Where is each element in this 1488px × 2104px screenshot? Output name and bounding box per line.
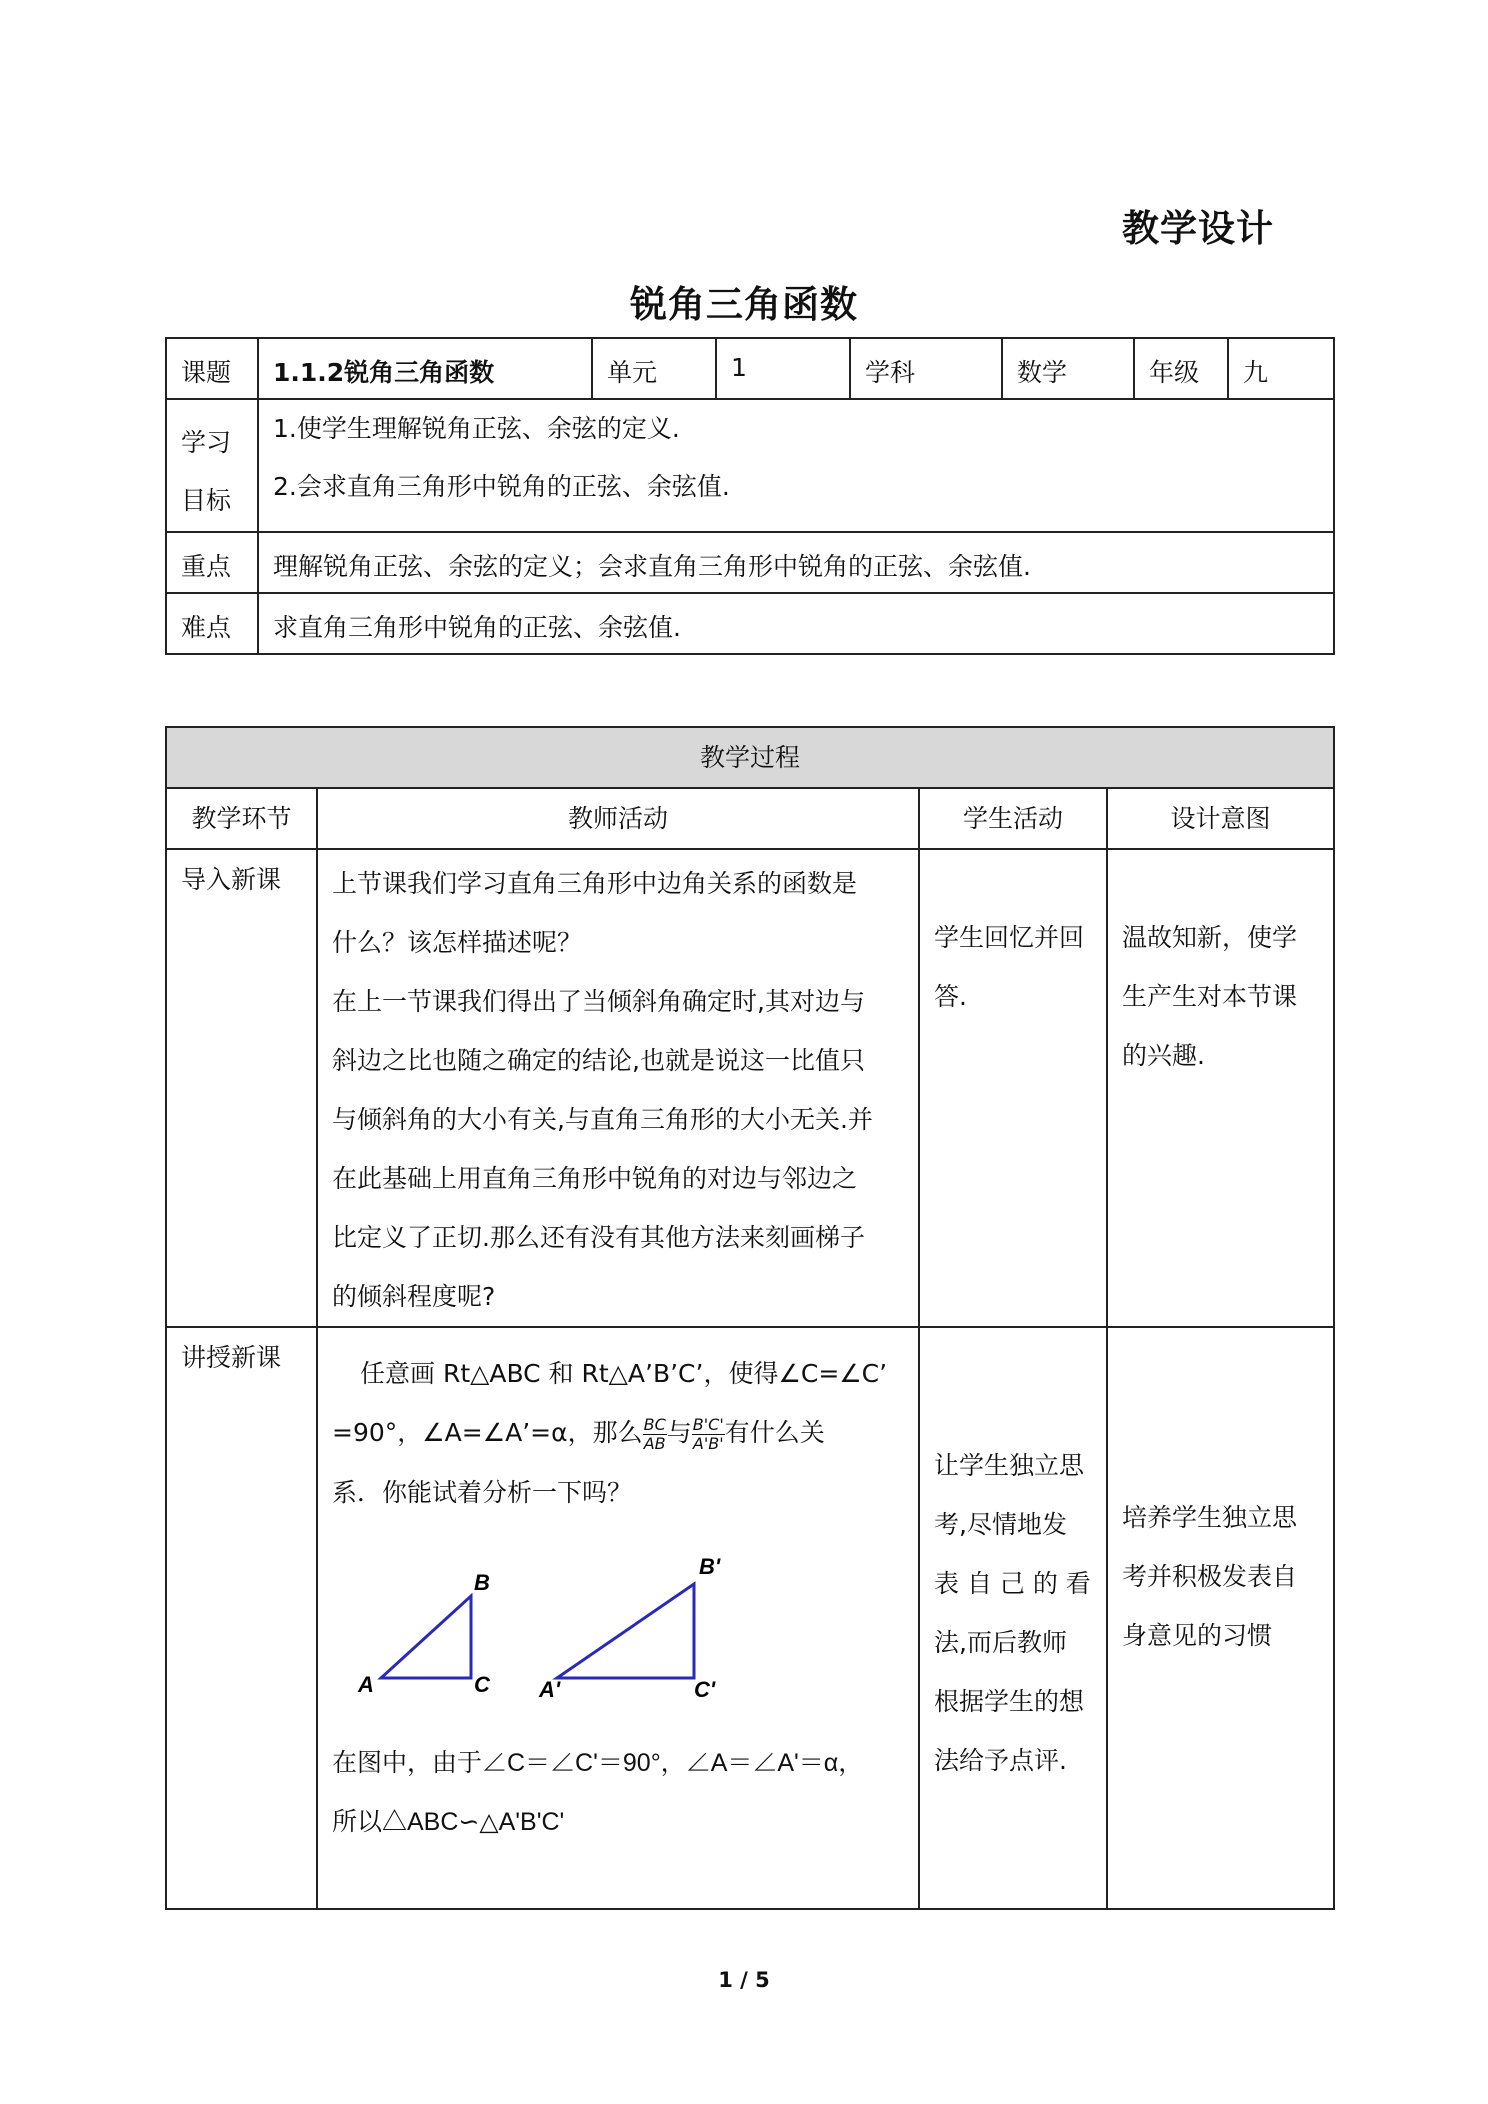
text-line: 考并积极发表自 [1122,1562,1298,1591]
text-line: 温故知新，使学 [1122,923,1298,952]
header-label: 教学设计 [1122,207,1274,250]
topic-label: 课题 [166,338,258,399]
text-line: 表 自 己 的 看 [934,1569,1091,1598]
text-line: 斜边之比也随之确定的结论,也就是说这一比值只 [332,1046,865,1075]
text-line: 生产生对本节课 [1122,982,1298,1011]
column-header-design: 设计意图 [1107,788,1334,849]
text-line: 根据学生的想 [934,1687,1085,1716]
text-line: 的兴趣. [1122,1041,1205,1070]
label-c-prime: C' [694,1677,716,1702]
goals-label-line-1: 学习 [181,428,232,457]
teacher-activity-new [317,1327,919,1909]
difficult-label: 难点 [166,593,258,654]
text-fragment: 有什么关 [724,1418,825,1447]
table-row [166,1327,1334,1909]
process-title: 教学过程 [166,727,1334,788]
column-header-teacher: 教师活动 [317,788,919,849]
text-line: 法,而后教师 [934,1628,1067,1657]
student-activity-intro [919,849,1107,1327]
student-activity-new [919,1327,1107,1909]
text-line: 考,尽情地发 [934,1510,1067,1539]
unit-label: 单元 [592,338,716,399]
text-line: 学生回忆并回 [934,923,1085,952]
text-line: 身意见的习惯 [1122,1621,1273,1650]
process-table [165,726,1335,1910]
text-line: 答. [934,982,967,1011]
subject-value: 数学 [1002,338,1134,399]
goals-label [166,399,258,532]
label-c: C [474,1672,490,1697]
text-line: 让学生独立思 [934,1451,1085,1480]
table-row [166,849,1334,1327]
grade-value: 九 [1228,338,1334,399]
topic-value: 1.1.2锐角三角函数 [258,338,592,399]
text-fragment: 与 [666,1418,692,1447]
info-table [165,337,1335,655]
key-label: 重点 [166,532,258,593]
text-line: 培养学生独立思 [1122,1503,1298,1532]
text-line [332,1403,908,1463]
fraction-denominator: A'B' [692,1433,724,1453]
text-line: 在此基础上用直角三角形中锐角的对边与邻边之 [332,1164,858,1193]
design-intent-new [1107,1327,1334,1909]
fraction-denominator: AB [643,1433,666,1453]
text-line: 上节课我们学习直角三角形中边角关系的函数是 [332,869,858,898]
text-line: 法给予点评. [934,1746,1067,1775]
similar-triangles-figure [332,1530,752,1730]
fraction-b2c2-a2b2 [692,1416,725,1453]
goals-label-line-2: 目标 [181,486,232,515]
goal-item: 2.会求直角三角形中锐角的正弦、余弦值. [273,472,730,501]
difficult-content: 求直角三角形中锐角的正弦、余弦值. [258,593,1334,654]
text-line: 与倾斜角的大小有关,与直角三角形的大小无关.并 [332,1105,873,1134]
label-b-prime: B' [699,1554,721,1579]
triangle-abc [381,1596,471,1678]
key-content: 理解锐角正弦、余弦的定义；会求直角三角形中锐角的正弦、余弦值. [258,532,1334,593]
column-header-step: 教学环节 [166,788,317,849]
goal-item: 1.使学生理解锐角正弦、余弦的定义. [273,414,680,443]
text-line: 什么？该怎样描述呢？ [332,928,583,957]
fraction-numerator: BC [643,1414,666,1434]
teacher-activity-intro [317,849,919,1327]
label-a-prime: A' [539,1677,561,1702]
text-line: 比定义了正切.那么还有没有其他方法来刻画梯子 [332,1223,865,1252]
text-line: 在图中，由于∠C＝∠C'＝90°，∠A＝∠A'＝α， [332,1749,864,1777]
goals-content [258,399,1334,532]
text-line: 系．你能试着分析一下吗？ [332,1478,633,1507]
step-new-lesson: 讲授新课 [166,1327,317,1909]
fraction-numerator: B'C' [692,1414,724,1434]
label-a: A [358,1672,374,1697]
label-b: B [474,1570,490,1595]
text-fragment: =90°，∠A=∠A’=α，那么 [332,1418,643,1447]
grade-label: 年级 [1134,338,1228,399]
triangle-a2b2c2 [557,1584,694,1678]
step-intro: 导入新课 [166,849,317,1327]
text-line: 的倾斜程度呢? [332,1282,496,1311]
column-header-student: 学生活动 [919,788,1107,849]
design-intent-intro [1107,849,1334,1327]
unit-value: 1 [716,338,850,399]
document-title: 锐角三角函数 [630,283,858,326]
text-line: 任意画 Rt△ABC 和 Rt△A’B’C’，使得∠C=∠C’ [360,1359,888,1388]
subject-label: 学科 [850,338,1002,399]
page-number: 1 / 5 [718,1968,770,1992]
fraction-bc-ab [643,1416,667,1453]
text-line: 在上一节课我们得出了当倾斜角确定时,其对边与 [332,987,865,1016]
text-line: 所以△ABC∽△A'B'C' [332,1808,565,1836]
